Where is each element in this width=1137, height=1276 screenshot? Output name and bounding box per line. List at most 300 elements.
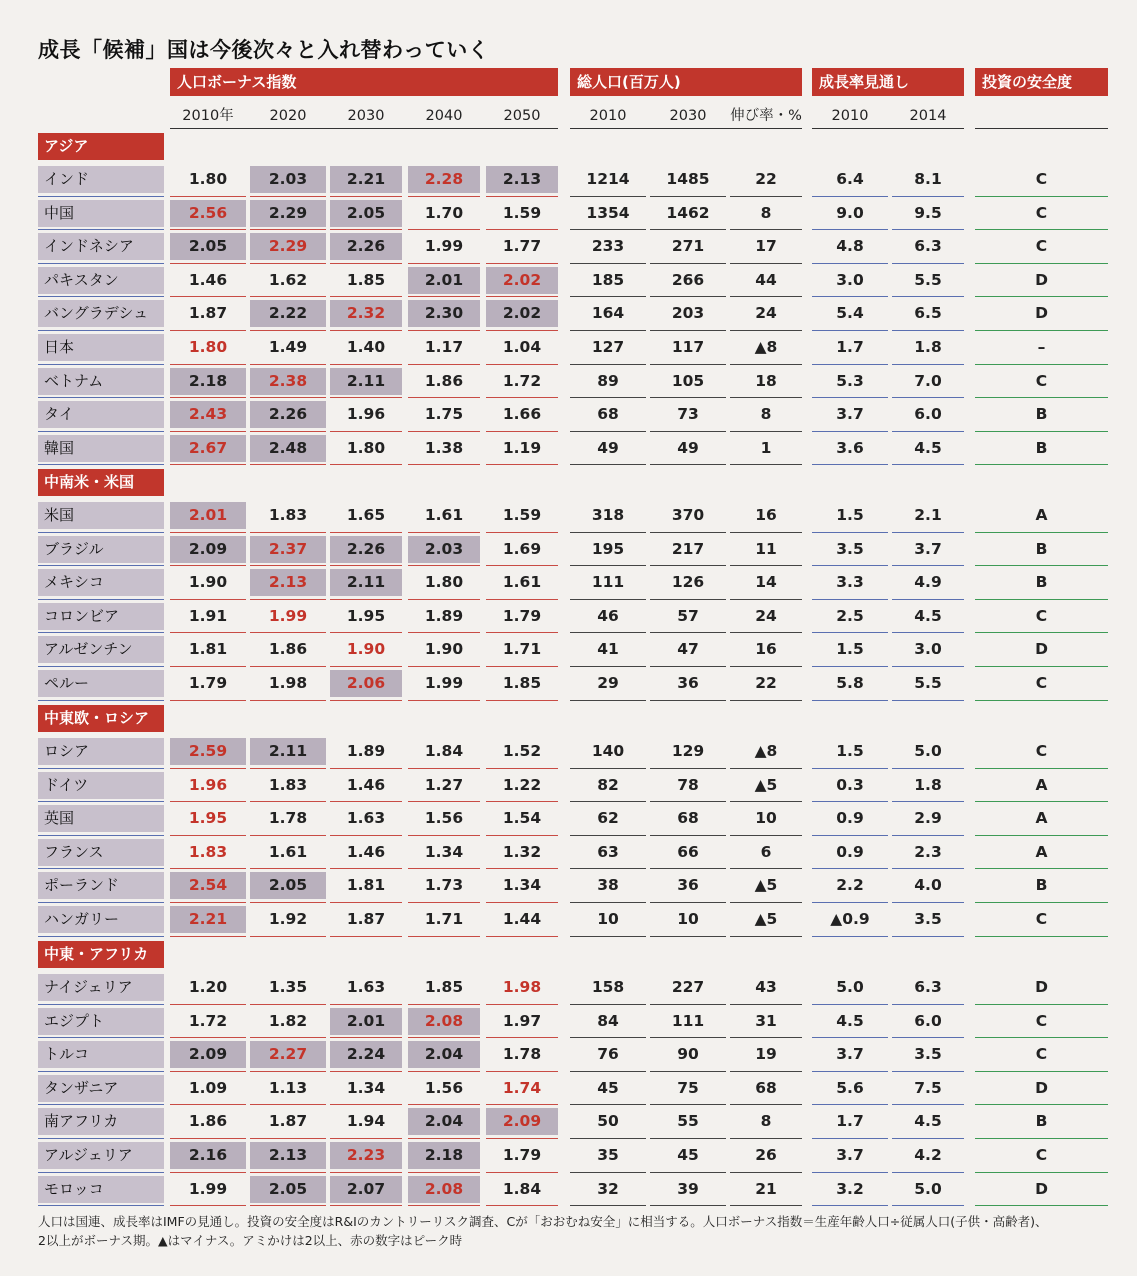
value-cell: 5.6 [836, 1078, 864, 1097]
value-cell: 2.48 [250, 435, 326, 462]
value-cell: 2.23 [330, 1142, 402, 1169]
value-cell: 1.99 [424, 237, 464, 256]
value-cell: 1.17 [424, 338, 464, 356]
value-cell: 4.0 [914, 876, 942, 895]
page-title: 成長「候補」国は今後次々と入れ替わっていく [38, 38, 490, 62]
value-cell: 2.37 [250, 536, 326, 563]
value-cell: C [1035, 371, 1048, 390]
table-row [0, 432, 1137, 466]
value-cell: 2.28 [408, 166, 480, 193]
cell-underline [250, 464, 326, 465]
value-cell: 10 [755, 809, 777, 828]
value-cell: 1.90 [424, 640, 464, 659]
value-cell: A [1035, 506, 1048, 524]
value-cell: B [1035, 405, 1048, 424]
value-cell: 68 [597, 405, 619, 424]
cell-underline [650, 936, 726, 937]
value-cell: 11 [755, 539, 777, 558]
cell-underline [812, 936, 888, 937]
value-cell: 2.30 [408, 300, 480, 327]
value-cell: 1.66 [502, 405, 542, 424]
value-cell: 1.92 [268, 910, 308, 928]
table-row [0, 331, 1137, 365]
value-cell: 1.72 [188, 1011, 228, 1030]
cell-underline [650, 700, 726, 701]
value-cell: 140 [591, 742, 625, 760]
value-cell: D [1035, 304, 1048, 323]
country-name: コロンビア [38, 603, 164, 630]
row-underline [38, 464, 164, 465]
value-cell: 2.1 [914, 506, 942, 524]
country-name: 米国 [38, 502, 164, 529]
value-cell: 2.08 [408, 1176, 480, 1203]
value-cell: C [1035, 910, 1048, 928]
table-row [0, 230, 1137, 264]
group-header-growth-outlook: 成長率見通し [812, 68, 964, 96]
value-cell: 1.86 [188, 1112, 228, 1131]
value-cell: D [1035, 978, 1048, 996]
value-cell: 227 [671, 978, 705, 996]
section-header: 中南米・米国 [38, 469, 164, 496]
value-cell: 66 [677, 842, 699, 861]
cell-underline [408, 464, 480, 465]
row-underline [38, 700, 164, 701]
value-cell: 2.05 [330, 200, 402, 227]
value-cell: 7.0 [914, 371, 942, 390]
value-cell: 1.80 [424, 573, 464, 592]
value-cell: 6 [760, 842, 772, 861]
value-cell: D [1035, 1078, 1048, 1097]
value-cell: 75 [677, 1078, 699, 1097]
value-cell: 41 [597, 640, 619, 659]
row-underline [38, 936, 164, 937]
value-cell: 2.2 [836, 876, 864, 895]
cell-underline [170, 936, 246, 937]
value-cell: 3.5 [914, 1045, 942, 1064]
cell-underline [975, 700, 1108, 701]
value-cell: 5.5 [914, 674, 942, 692]
cell-underline [250, 700, 326, 701]
value-cell: 1.90 [346, 640, 386, 659]
value-cell: 16 [755, 506, 777, 524]
value-cell: ▲0.9 [830, 910, 870, 928]
value-cell: 2.18 [408, 1142, 480, 1169]
table-row [0, 667, 1137, 701]
value-cell: C [1035, 203, 1048, 222]
value-cell: 49 [597, 438, 619, 457]
footnote [38, 1212, 1118, 1250]
value-cell: 31 [755, 1011, 777, 1030]
value-cell: 203 [671, 304, 705, 323]
value-cell: 1.79 [502, 606, 542, 625]
value-cell: 1.40 [346, 338, 386, 356]
value-cell: – [1037, 338, 1046, 356]
table-row [0, 297, 1137, 331]
value-cell: ▲8 [754, 338, 778, 356]
value-cell: 2.22 [250, 300, 326, 327]
value-cell: 129 [671, 742, 705, 760]
value-cell: 1.78 [502, 1045, 542, 1064]
value-cell: 1.83 [188, 842, 228, 861]
value-cell: 36 [677, 674, 699, 692]
table-row [0, 600, 1137, 634]
value-cell: 2.04 [408, 1108, 480, 1135]
value-cell: 1.79 [188, 674, 228, 692]
value-cell: 271 [671, 237, 705, 256]
value-cell: 1.52 [502, 742, 542, 760]
country-name: ベトナム [38, 368, 164, 395]
value-cell: 1.99 [188, 1179, 228, 1198]
column-header: 2030 [347, 108, 385, 124]
value-cell: 1.86 [424, 371, 464, 390]
value-cell: 2.09 [486, 1108, 558, 1135]
value-cell: A [1035, 775, 1048, 794]
cell-underline [975, 1205, 1108, 1206]
value-cell: 1.72 [502, 371, 542, 390]
value-cell: 2.05 [170, 233, 246, 260]
value-cell: 2.24 [330, 1041, 402, 1068]
value-cell: 8 [760, 203, 772, 222]
value-cell: 5.0 [914, 742, 942, 760]
value-cell: 9.0 [836, 203, 864, 222]
value-cell: 0.3 [836, 775, 864, 794]
value-cell: 49 [677, 438, 699, 457]
table-row [0, 735, 1137, 769]
country-name: インドネシア [38, 233, 164, 260]
value-cell: 105 [671, 371, 705, 390]
value-cell: C [1035, 674, 1048, 692]
cell-underline [892, 464, 964, 465]
value-cell: 21 [755, 1179, 777, 1198]
value-cell: 2.21 [330, 166, 402, 193]
value-cell: 1.87 [188, 304, 228, 323]
value-cell: 1485 [666, 170, 710, 188]
value-cell: ▲5 [754, 910, 778, 928]
value-cell: 1354 [586, 203, 630, 222]
value-cell: 4.8 [836, 237, 864, 256]
value-cell: 3.3 [836, 573, 864, 592]
value-cell: 2.5 [836, 606, 864, 625]
value-cell: 1.80 [188, 170, 228, 188]
value-cell: 0.9 [836, 842, 864, 861]
country-name: 日本 [38, 334, 164, 361]
value-cell: 2.27 [250, 1041, 326, 1068]
value-cell: 3.7 [836, 1045, 864, 1064]
value-cell: 1.69 [502, 539, 542, 558]
country-name: 中国 [38, 200, 164, 227]
value-cell: 4.5 [914, 438, 942, 457]
value-cell: 1.74 [502, 1078, 542, 1097]
value-cell: 1.46 [188, 270, 228, 289]
table-row [0, 1005, 1137, 1039]
table-row [0, 566, 1137, 600]
value-cell: 6.3 [914, 978, 942, 996]
value-cell: 2.11 [250, 738, 326, 765]
value-cell: 45 [597, 1078, 619, 1097]
value-cell: 9.5 [914, 203, 942, 222]
value-cell: 1.59 [502, 506, 542, 524]
value-cell: 111 [591, 573, 625, 592]
section-header: アジア [38, 133, 164, 160]
cell-underline [650, 1205, 726, 1206]
value-cell: 7.5 [914, 1078, 942, 1097]
value-cell: ▲8 [754, 742, 778, 760]
value-cell: 1.98 [268, 674, 308, 692]
value-cell: 185 [591, 270, 625, 289]
value-cell: 2.13 [250, 1142, 326, 1169]
value-cell: 1.20 [188, 978, 228, 996]
value-cell: 32 [597, 1179, 619, 1198]
value-cell: 63 [597, 842, 619, 861]
value-cell: 6.0 [914, 1011, 942, 1030]
value-cell: 2.9 [914, 809, 942, 828]
value-cell: 22 [755, 674, 777, 692]
value-cell: A [1035, 842, 1048, 861]
column-header: 2050 [503, 108, 541, 124]
cell-underline [170, 464, 246, 465]
cell-underline [170, 700, 246, 701]
cell-underline [330, 936, 402, 937]
value-cell: 2.03 [408, 536, 480, 563]
value-cell: 1.81 [346, 876, 386, 895]
value-cell: 1.78 [268, 809, 308, 828]
value-cell: 1.65 [346, 506, 386, 524]
value-cell: 1.79 [502, 1146, 542, 1164]
value-cell: 1.77 [502, 237, 542, 256]
value-cell: 3.7 [914, 539, 942, 558]
value-cell: 1.97 [502, 1011, 542, 1030]
table-row [0, 1105, 1137, 1139]
table-row [0, 264, 1137, 298]
value-cell: 17 [755, 237, 777, 256]
value-cell: 1.46 [346, 842, 386, 861]
country-name: ナイジェリア [38, 974, 164, 1001]
cell-underline [408, 936, 480, 937]
table-row [0, 1038, 1137, 1072]
value-cell: 4.5 [914, 1112, 942, 1131]
value-cell: 43 [755, 978, 777, 996]
cell-underline [170, 1205, 246, 1206]
cell-underline [330, 1205, 402, 1206]
value-cell: 1.56 [424, 1078, 464, 1097]
value-cell: 370 [671, 506, 705, 524]
value-cell: 2.54 [170, 872, 246, 899]
value-cell: 1.73 [424, 876, 464, 895]
value-cell: 10 [597, 910, 619, 928]
value-cell: 2.26 [330, 233, 402, 260]
value-cell: 8.1 [914, 170, 942, 188]
cell-underline [812, 700, 888, 701]
value-cell: 2.13 [486, 166, 558, 193]
cell-underline [330, 464, 402, 465]
footnote-line: 2以上がボーナス期。▲はマイナス。アミかけは2以上、赤の数字はピーク時 [38, 1233, 463, 1248]
table-row [0, 836, 1137, 870]
country-name: タイ [38, 401, 164, 428]
value-cell: 35 [597, 1146, 619, 1164]
value-cell: 2.16 [170, 1142, 246, 1169]
value-cell: 8 [760, 405, 772, 424]
value-cell: 29 [597, 674, 619, 692]
value-cell: C [1035, 170, 1048, 188]
value-cell: 1.34 [346, 1078, 386, 1097]
value-cell: 1.91 [188, 606, 228, 625]
cell-underline [570, 700, 646, 701]
value-cell: 1.99 [268, 606, 308, 625]
table-row [0, 971, 1137, 1005]
country-name: インド [38, 166, 164, 193]
column-header: 2010 [589, 108, 627, 124]
country-name: ブラジル [38, 536, 164, 563]
table-row [0, 163, 1137, 197]
value-cell: ▲5 [754, 876, 778, 895]
table-row [0, 197, 1137, 231]
value-cell: C [1035, 742, 1048, 760]
value-cell: 1.7 [836, 1112, 864, 1131]
value-cell: 6.5 [914, 304, 942, 323]
value-cell: 1.84 [424, 742, 464, 760]
table-row [0, 869, 1137, 903]
value-cell: 50 [597, 1112, 619, 1131]
value-cell: 2.26 [250, 401, 326, 428]
value-cell: 2.05 [250, 872, 326, 899]
value-cell: 4.2 [914, 1146, 942, 1164]
value-cell: 1.59 [502, 203, 542, 222]
value-cell: 6.4 [836, 170, 864, 188]
value-cell: 76 [597, 1045, 619, 1064]
value-cell: 2.09 [170, 1041, 246, 1068]
value-cell: D [1035, 270, 1048, 289]
value-cell: 2.67 [170, 435, 246, 462]
value-cell: 1.5 [836, 640, 864, 659]
section-header: 中東欧・ロシア [38, 705, 164, 732]
cell-underline [812, 1205, 888, 1206]
value-cell: C [1035, 606, 1048, 625]
value-cell: B [1035, 876, 1048, 895]
value-cell: 0.9 [836, 809, 864, 828]
value-cell: 1.87 [346, 910, 386, 928]
value-cell: 16 [755, 640, 777, 659]
country-name: タンザニア [38, 1075, 164, 1102]
table-row [0, 365, 1137, 399]
value-cell: 3.7 [836, 1146, 864, 1164]
value-cell: 6.3 [914, 237, 942, 256]
value-cell: 3.7 [836, 405, 864, 424]
value-cell: 36 [677, 876, 699, 895]
value-cell: 38 [597, 876, 619, 895]
column-header: 2010年 [182, 108, 234, 124]
value-cell: 1.38 [424, 438, 464, 457]
column-header: 伸び率・% [730, 108, 802, 124]
value-cell: 84 [597, 1011, 619, 1030]
cell-underline [408, 1205, 480, 1206]
value-cell: 90 [677, 1045, 699, 1064]
cell-underline [892, 936, 964, 937]
value-cell: 117 [671, 338, 705, 356]
value-cell: B [1035, 539, 1048, 558]
value-cell: 1.44 [502, 910, 542, 928]
value-cell: 1.82 [268, 1011, 308, 1030]
value-cell: 111 [671, 1011, 705, 1030]
value-cell: 2.13 [250, 569, 326, 596]
value-cell: 1214 [586, 170, 630, 188]
country-name: 南アフリカ [38, 1108, 164, 1135]
value-cell: 1.80 [188, 338, 228, 356]
value-cell: 1.13 [268, 1078, 308, 1097]
value-cell: 2.38 [250, 368, 326, 395]
value-cell: 1.99 [424, 674, 464, 692]
cell-underline [486, 700, 558, 701]
value-cell: B [1035, 1112, 1048, 1131]
country-name: ペルー [38, 670, 164, 697]
country-name: モロッコ [38, 1176, 164, 1203]
cell-underline [486, 936, 558, 937]
row-underline [38, 1205, 164, 1206]
value-cell: 1.34 [502, 876, 542, 895]
value-cell: 14 [755, 573, 777, 592]
value-cell: 57 [677, 606, 699, 625]
value-cell: 3.5 [914, 910, 942, 928]
group-header-investment-safety: 投資の安全度 [975, 68, 1108, 96]
value-cell: 4.5 [836, 1011, 864, 1030]
value-cell: 2.04 [408, 1041, 480, 1068]
value-cell: 1.61 [502, 573, 542, 592]
value-cell: 2.3 [914, 842, 942, 861]
value-cell: 5.0 [914, 1179, 942, 1198]
value-cell: 1.96 [346, 405, 386, 424]
value-cell: 3.2 [836, 1179, 864, 1198]
value-cell: 3.6 [836, 438, 864, 457]
value-cell: 2.02 [486, 300, 558, 327]
value-cell: 1.54 [502, 809, 542, 828]
country-name: フランス [38, 839, 164, 866]
column-header: 2040 [425, 108, 463, 124]
cell-underline [975, 464, 1108, 465]
value-cell: 233 [591, 237, 625, 256]
value-cell: 19 [755, 1045, 777, 1064]
value-cell: 2.29 [250, 200, 326, 227]
country-name: ドイツ [38, 772, 164, 799]
value-cell: 2.02 [486, 267, 558, 294]
value-cell: 1.56 [424, 809, 464, 828]
value-cell: 1.61 [424, 506, 464, 524]
value-cell: 2.43 [170, 401, 246, 428]
value-cell: 5.3 [836, 371, 864, 390]
value-cell: 1.19 [502, 438, 542, 457]
value-cell: 1.22 [502, 775, 542, 794]
value-cell: 2.18 [170, 368, 246, 395]
value-cell: 2.11 [330, 368, 402, 395]
value-cell: 1.63 [346, 809, 386, 828]
value-cell: 1.90 [188, 573, 228, 592]
value-cell: 1.71 [424, 910, 464, 928]
column-header: 2020 [269, 108, 307, 124]
value-cell: 89 [597, 371, 619, 390]
value-cell: 164 [591, 304, 625, 323]
value-cell: 22 [755, 170, 777, 188]
cell-underline [650, 464, 726, 465]
value-cell: 1.70 [424, 203, 464, 222]
value-cell: 2.01 [170, 502, 246, 529]
country-name: パキスタン [38, 267, 164, 294]
value-cell: 68 [677, 809, 699, 828]
country-name: バングラデシュ [38, 300, 164, 327]
value-cell: D [1035, 640, 1048, 659]
value-cell: 55 [677, 1112, 699, 1131]
value-cell: ▲5 [754, 775, 778, 794]
cell-underline [892, 700, 964, 701]
value-cell: B [1035, 573, 1048, 592]
value-cell: 44 [755, 270, 777, 289]
